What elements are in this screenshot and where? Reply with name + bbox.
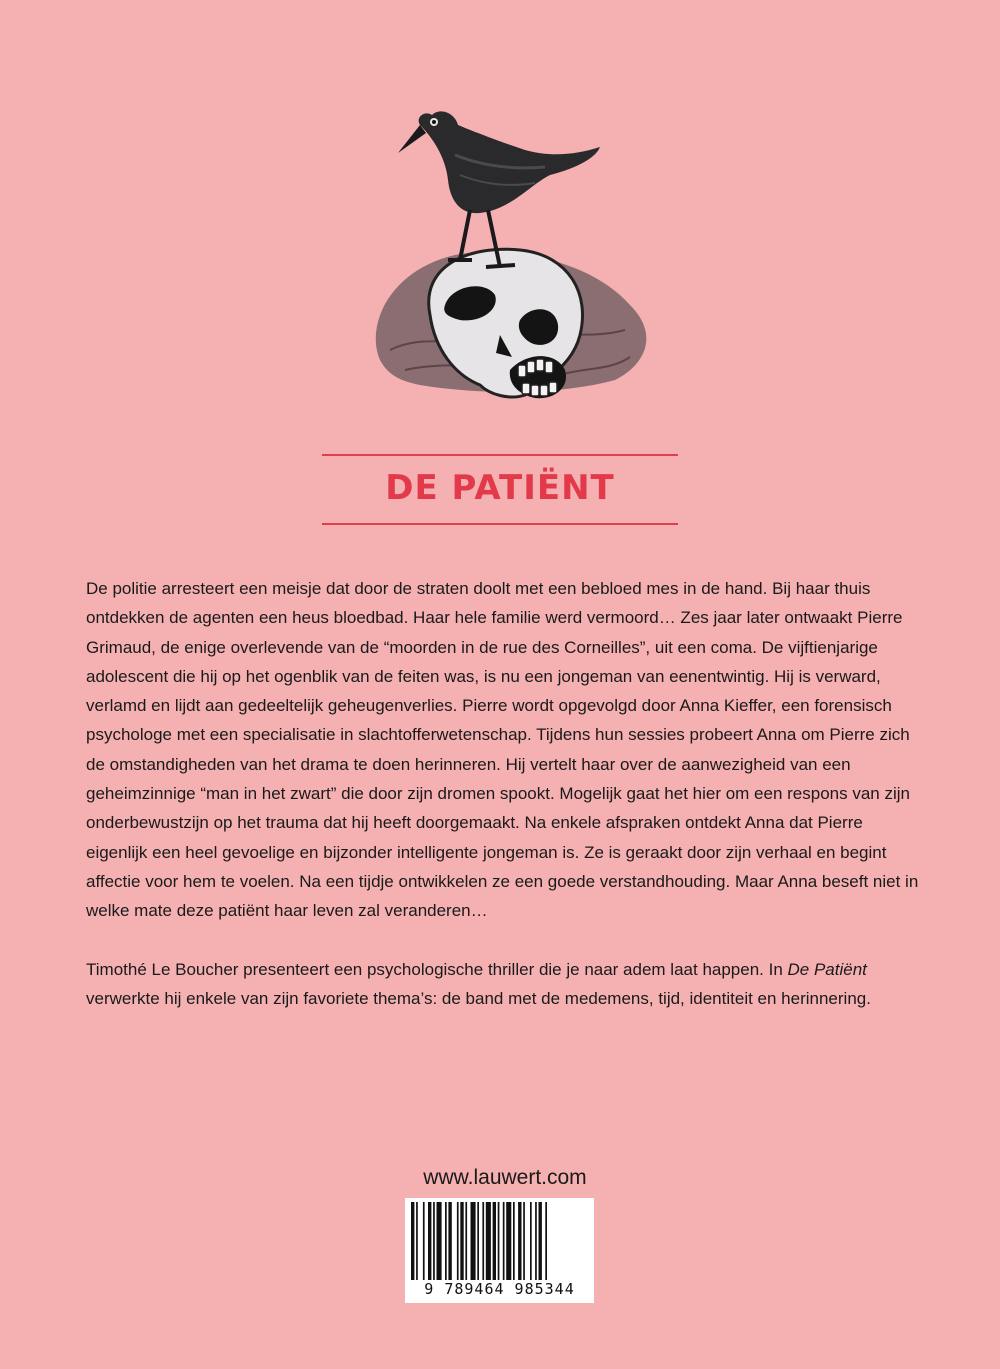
barcode-bar	[428, 1202, 431, 1280]
barcode-bar	[545, 1202, 547, 1280]
title-bottom-rule	[322, 523, 678, 525]
barcode-bar	[530, 1202, 532, 1280]
barcode-bar	[465, 1202, 467, 1280]
title-top-rule	[322, 454, 678, 456]
barcode-bar	[513, 1202, 515, 1280]
barcode-bars-icon	[411, 1202, 588, 1280]
barcode-bar	[460, 1202, 463, 1280]
barcode	[405, 1198, 594, 1303]
blurb-paragraph-2-text: Timothé Le Boucher presenteert een psychologische thriller die je naar adem laat happen. In	[86, 960, 788, 979]
website-url: www.lauwert.com	[423, 1166, 587, 1189]
barcode-bar	[477, 1202, 479, 1280]
barcode-bar	[539, 1202, 542, 1280]
barcode-bar	[448, 1202, 451, 1280]
barcode-bar	[486, 1202, 491, 1280]
barcode-bar	[506, 1202, 511, 1280]
barcode-bar	[411, 1202, 414, 1280]
isbn-number: 9 789464 985344	[424, 1280, 575, 1298]
crow-on-skull-icon	[360, 95, 660, 420]
barcode-bar	[437, 1202, 442, 1280]
barcode-bar	[498, 1202, 500, 1280]
barcode-bar	[482, 1202, 484, 1280]
barcode-bar	[457, 1202, 459, 1280]
blurb-paragraph-2	[86, 955, 926, 1014]
barcode-bar	[416, 1202, 418, 1280]
book-title: DE PATIËNT	[385, 468, 615, 508]
barcode-bar	[493, 1202, 496, 1280]
barcode-bar	[518, 1202, 521, 1280]
barcode-bar	[535, 1202, 537, 1280]
barcode-bar	[423, 1202, 425, 1280]
barcode-bar	[433, 1202, 435, 1280]
barcode-bar	[445, 1202, 447, 1280]
blurb-paragraph-1: De politie arresteert een meisje dat door de straten doolt met een bebloed mes in de hand. Bij haar thuis ontdekken de agenten een heus bloedbad. Haar hele familie werd vermoord… Zes jaar later ontwaakt Pierre Grimaud, de enige overlevende van de “moorden in de rue des Corneilles”, uit een coma. De vijftienjarige adolescent die hij op het ogenblik van de feiten was, is nu een jongeman van eenentwintig. Hij is verward, verlamd en lijdt aan gedeeltelijk geheugenverlies. Pierre wordt opgevolgd door Anna Kieffer, een forensisch psychologe met een specialisatie in slachtofferwetenschap. Tijdens hun sessies probeert Anna om Pierre zich de omstandigheden van het drama te doen herinneren. Hij vertelt haar over de aanwezigheid van een geheimzinnige “man in het zwart” die door zijn dromen spookt. Mogelijk gaat het hier om een respons van zijn onderbewustzijn op het trauma dat hij heeft doorgemaakt. Na enkele afspraken ontdekt Anna dat Pierre eigenlijk een heel gevoelige en bijzonder intelligente jongeman is. Ze is geraakt door zijn verhaal en begint affectie voor hem te voelen. Na een tijdje ontwikkelen ze een goede verstandhouding. Maar Anna beseft niet in welke mate deze patiënt haar leven zal veranderen…	[86, 579, 919, 921]
barcode-bar	[523, 1202, 525, 1280]
barcode-bar	[471, 1202, 476, 1280]
blurb-paragraph-2-text-end: verwerkte hij enkele van zijn favoriete thema’s: de band met de medemens, tijd, identiteit en herinnering.	[86, 989, 871, 1009]
book-title-italic: De Patiënt	[787, 960, 867, 979]
barcode-bar	[503, 1202, 505, 1280]
